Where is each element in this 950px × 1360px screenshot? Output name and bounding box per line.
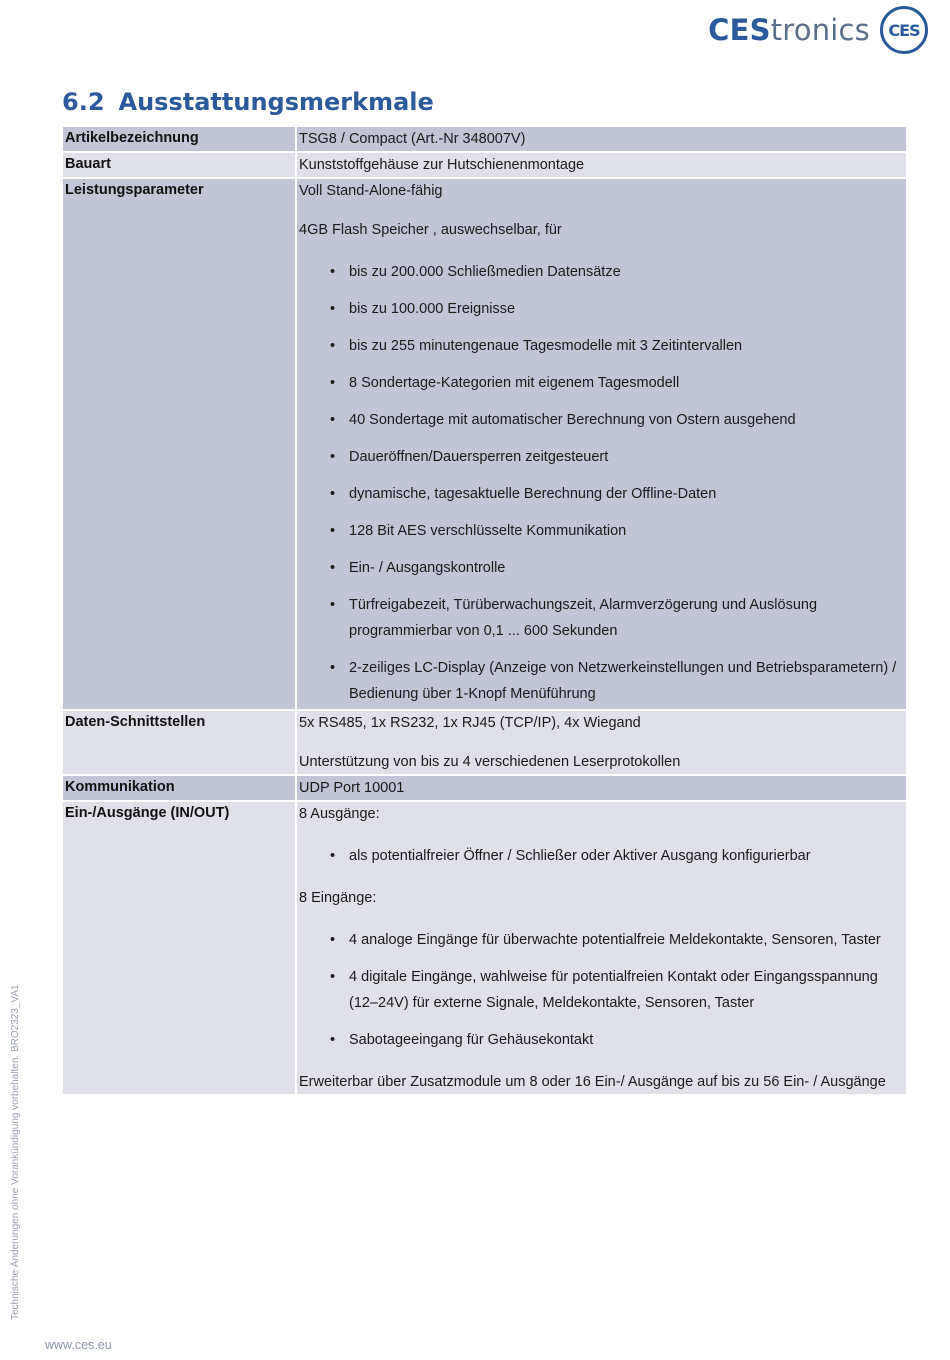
list-item: • 4 digitale Eingänge, wahlweise für potentialfreien Kontakt oder Eingangsspannung (12–24V) für externe Signale, Meldekontakte, Sensoren, Taster xyxy=(299,964,904,1016)
value-text: Kunststoffgehäuse zur Hutschienenmontage xyxy=(299,157,585,173)
list-item: • Ein- / Ausgangskontrolle xyxy=(299,555,904,581)
bullet-list xyxy=(299,843,904,869)
list-item: • 4 analoge Eingänge für überwachte potentialfreie Meldekontakte, Sensoren, Taster xyxy=(299,927,904,953)
value-text: Voll Stand-Alone-fähig xyxy=(299,183,443,199)
list-item: • bis zu 200.000 Schließmedien Datensätze xyxy=(299,259,904,285)
value-text: TSG8 / Compact (Art.-Nr 348007V) xyxy=(299,131,526,147)
footer-url: www.ces.eu xyxy=(45,1338,112,1352)
list-item: • als potentialfreier Öffner / Schließer oder Aktiver Ausgang konfigurierbar xyxy=(299,843,904,869)
list-item: • dynamische, tagesaktuelle Berechnung der Offline-Daten xyxy=(299,481,904,507)
table-row xyxy=(63,179,906,709)
logo-mark-text: CES xyxy=(888,20,920,40)
logo-wordmark xyxy=(708,13,870,47)
ces-logo xyxy=(708,6,928,54)
list-item: • Daueröffnen/Dauersperren zeitgesteuert xyxy=(299,444,904,470)
features-table-body xyxy=(63,127,906,1094)
row-label: Ein-/Ausgänge (IN/OUT) xyxy=(63,802,295,1094)
list-item: • bis zu 100.000 Ereignisse xyxy=(299,296,904,322)
table-row xyxy=(63,711,906,774)
row-value xyxy=(297,153,906,177)
table-row xyxy=(63,127,906,151)
row-value xyxy=(297,776,906,800)
logo-text-light: tronics xyxy=(770,13,870,47)
row-label: Daten-Schnittstellen xyxy=(63,711,295,774)
value-text: 4GB Flash Speicher , auswechselbar, für xyxy=(299,222,562,238)
list-item: • Sabotageeingang für Gehäusekontakt xyxy=(299,1027,904,1053)
list-item: • bis zu 255 minutengenaue Tagesmodelle mit 3 Zeitintervallen xyxy=(299,333,904,359)
section-number: 6.2 xyxy=(62,88,105,116)
list-item: • 2-zeiliges LC-Display (Anzeige von Netzwerkeinstellungen und Betriebsparametern) / Bedienung über 1-Knopf Menüführung xyxy=(299,655,904,707)
list-item: • 40 Sondertage mit automatischer Berechnung von Ostern ausgehend xyxy=(299,407,904,433)
row-value xyxy=(297,127,906,151)
logo-text-bold: CES xyxy=(708,13,771,47)
row-value xyxy=(297,711,906,774)
table-row xyxy=(63,153,906,177)
row-label: Bauart xyxy=(63,153,295,177)
row-label: Kommunikation xyxy=(63,776,295,800)
row-value xyxy=(297,179,906,709)
section-title xyxy=(62,88,434,116)
value-text: 8 Eingänge: xyxy=(299,890,377,906)
value-text: Erweiterbar über Zusatzmodule um 8 oder 16 Ein-/ Ausgänge auf bis zu 56 Ein- / Ausgänge xyxy=(299,1074,886,1090)
value-text: UDP Port 10001 xyxy=(299,780,405,796)
value-text: 5x RS485, 1x RS232, 1x RJ45 (TCP/IP), 4x Wiegand xyxy=(299,715,641,731)
list-item: • Türfreigabezeit, Türüberwachungszeit, Alarmverzögerung und Auslösung programmierbar von 0,1 ... 600 Sekunden xyxy=(299,592,904,644)
row-label: Artikelbezeichnung xyxy=(63,127,295,151)
value-text: 8 Ausgänge: xyxy=(299,806,380,822)
list-item: • 128 Bit AES verschlüsselte Kommunikation xyxy=(299,518,904,544)
list-item: • 8 Sondertage-Kategorien mit eigenem Tagesmodell xyxy=(299,370,904,396)
section-title-text: Ausstattungsmerkmale xyxy=(118,88,434,116)
table-row xyxy=(63,776,906,800)
bullet-list xyxy=(299,927,904,1053)
side-disclaimer: Technische Änderungen ohne Vorankündigung vorbehalten. BRO2323_VA1 xyxy=(10,984,21,1320)
bullet-list xyxy=(299,259,904,707)
ces-emblem-icon xyxy=(880,6,928,54)
features-table xyxy=(61,125,908,1096)
value-text: Unterstützung von bis zu 4 verschiedenen Leserprotokollen xyxy=(299,754,681,770)
row-label: Leistungsparameter xyxy=(63,179,295,709)
table-row xyxy=(63,802,906,1094)
row-value xyxy=(297,802,906,1094)
